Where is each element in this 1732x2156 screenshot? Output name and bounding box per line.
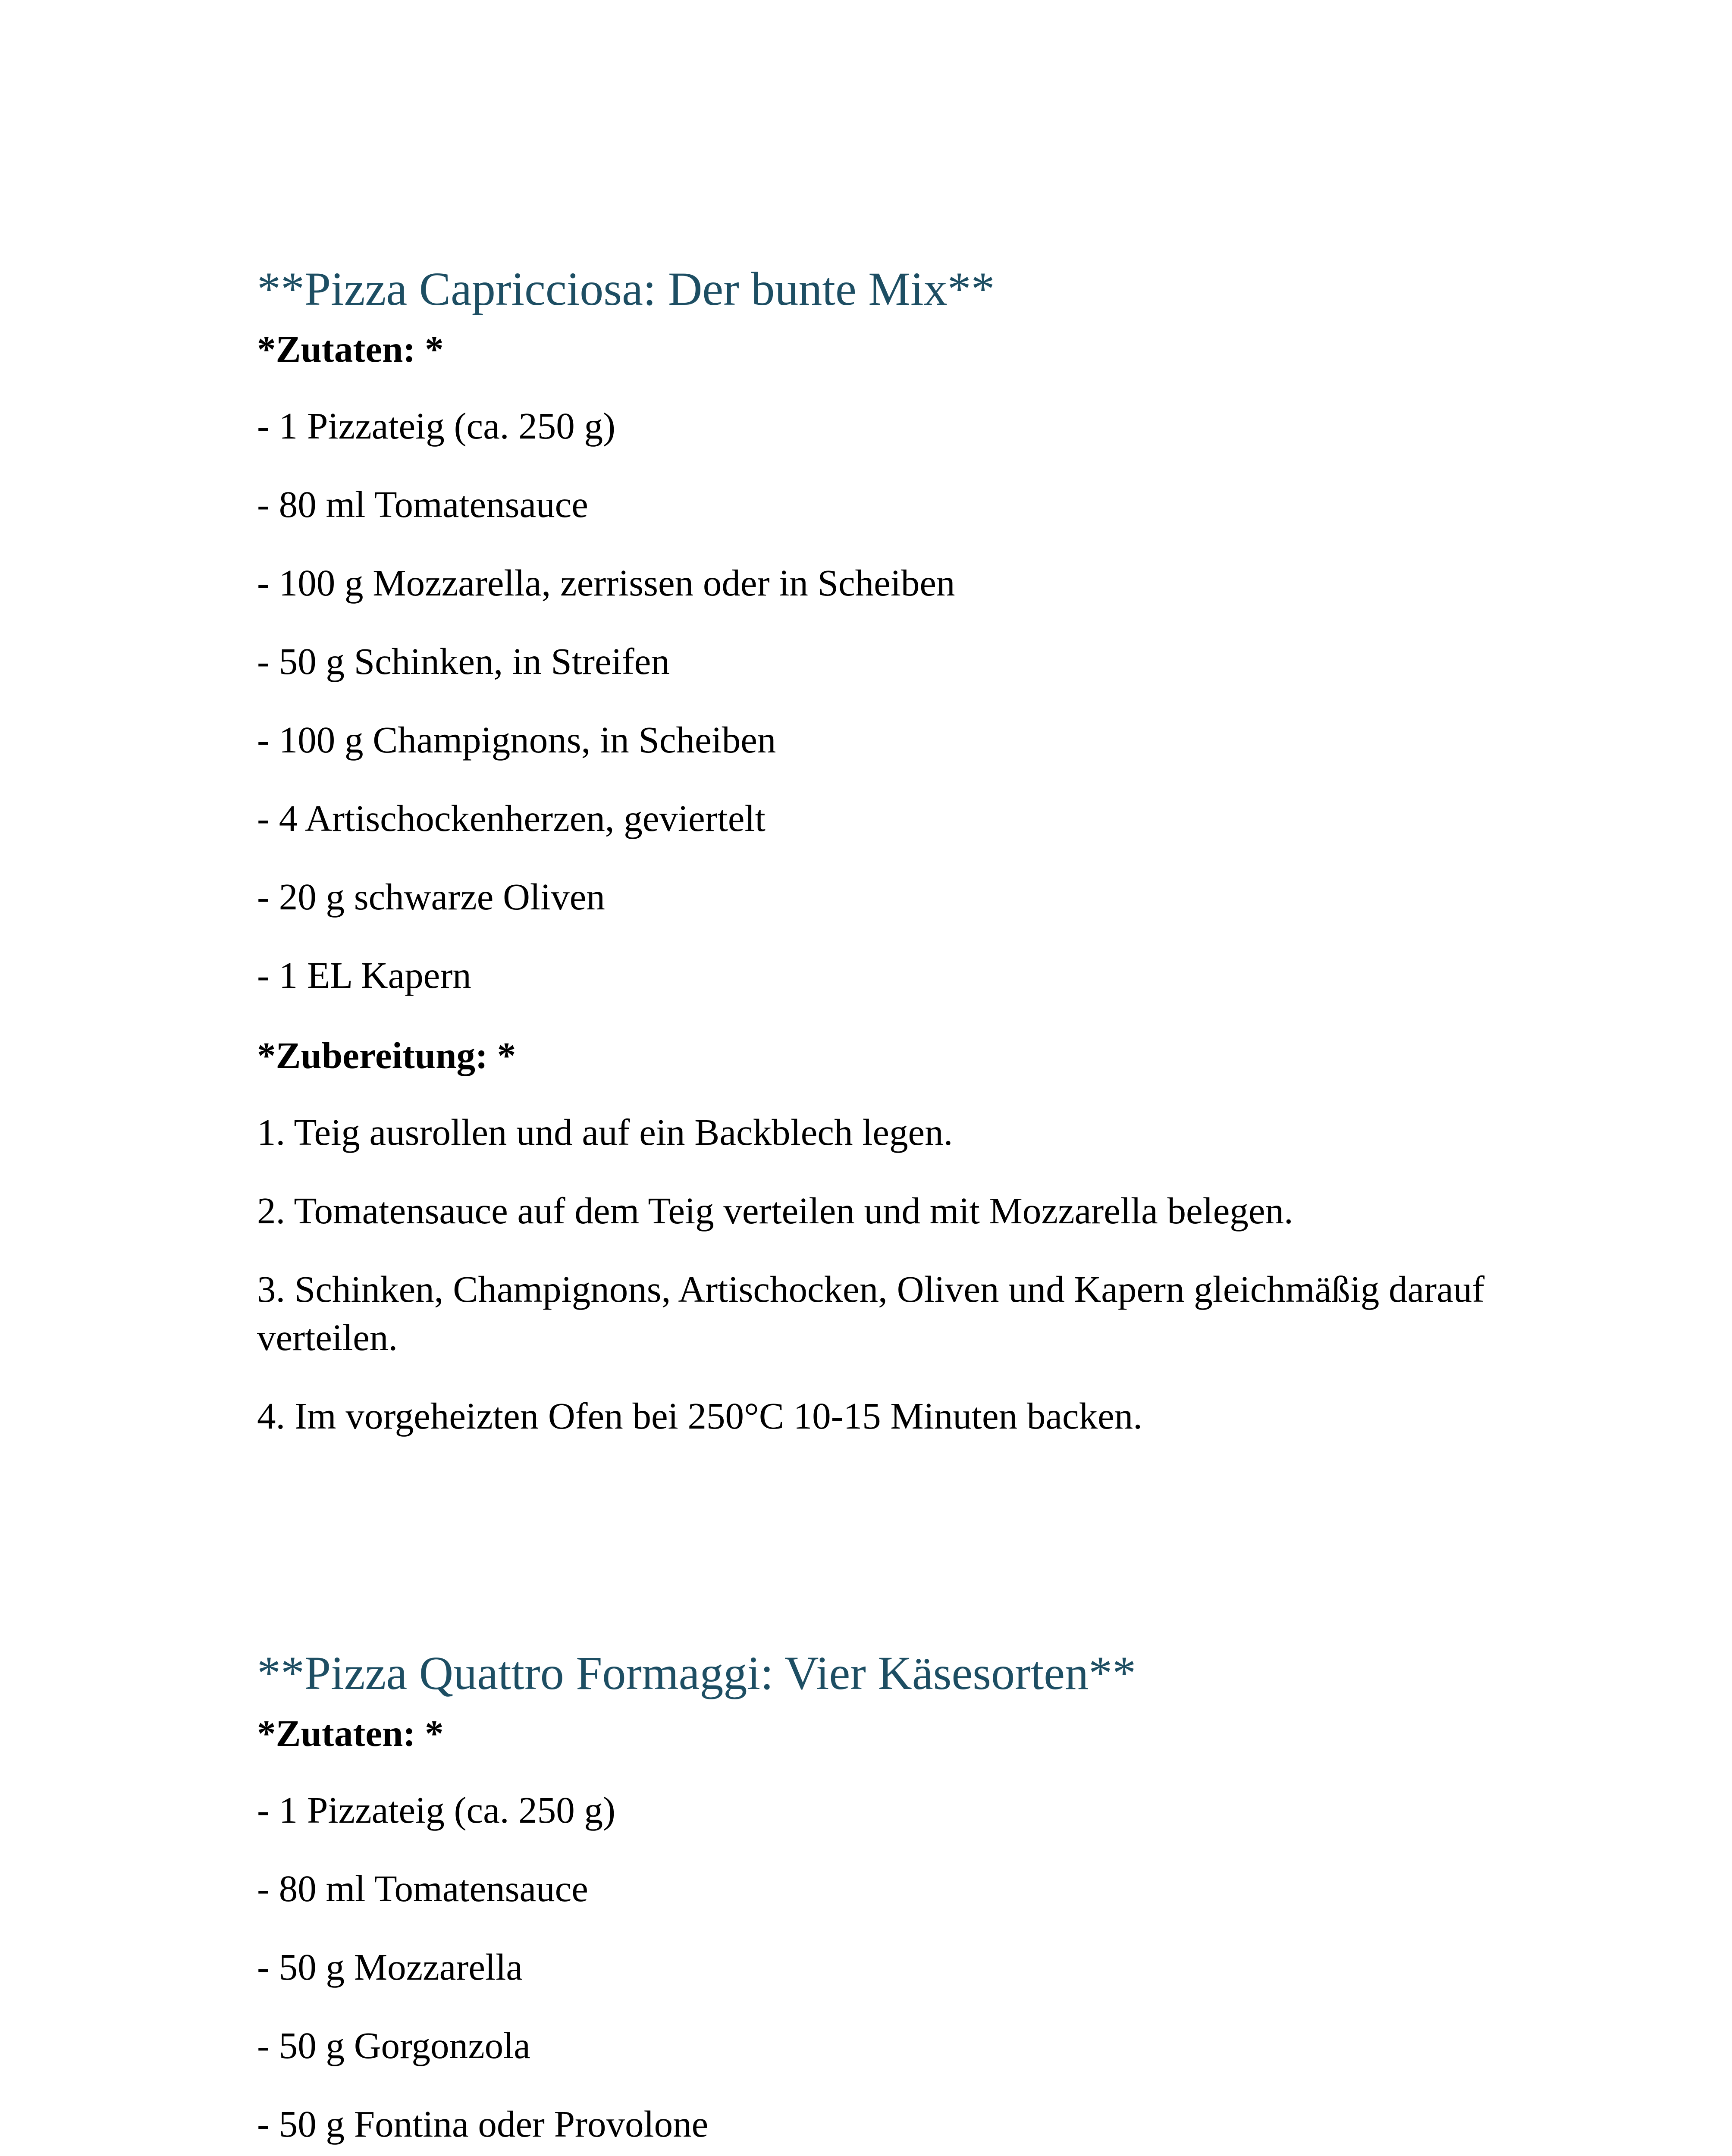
ingredients-list (257, 1786, 1508, 2156)
ingredient-item: - 80 ml Tomatensauce (257, 483, 588, 525)
recipe-quattro-formaggi (257, 1639, 1508, 2156)
ingredient-item: - 50 g Schinken, in Streifen (257, 640, 670, 682)
ingredient-item: - 4 Artischockenherzen, geviertelt (257, 797, 766, 839)
preparation-label: *Zubereitung: * (257, 1034, 516, 1076)
ingredient-item: - 80 ml Tomatensauce (257, 1868, 588, 1909)
preparation-step: 2. Tomatensauce auf dem Teig verteilen und mit Mozzarella belegen. (257, 1190, 1293, 1232)
preparation-steps (257, 1108, 1508, 1470)
ingredient-item: - 1 Pizzateig (ca. 250 g) (257, 1789, 616, 1831)
ingredients-label: *Zutaten: * (257, 1712, 444, 1754)
ingredients-list (257, 402, 1508, 1030)
preparation-step: 4. Im vorgeheizten Ofen bei 250°C 10-15 Minuten backen. (257, 1395, 1142, 1437)
ingredient-item: - 50 g Gorgonzola (257, 2024, 530, 2066)
ingredient-item: - 1 Pizzateig (ca. 250 g) (257, 405, 616, 447)
ingredient-item: - 20 g schwarze Oliven (257, 876, 605, 918)
preparation-step: 1. Teig ausrollen und auf ein Backblech legen. (257, 1111, 953, 1153)
ingredient-item: - 100 g Champignons, in Scheiben (257, 719, 776, 761)
recipe-capricciosa (257, 254, 1508, 1470)
ingredient-item: - 50 g Mozzarella (257, 1946, 523, 1988)
recipe-title: **Pizza Capricciosa: Der bunte Mix** (257, 263, 995, 315)
ingredients-label: *Zutaten: * (257, 328, 444, 370)
recipe-title: **Pizza Quattro Formaggi: Vier Käsesorten** (257, 1647, 1136, 1699)
ingredient-item: - 100 g Mozzarella, zerrissen oder in Scheiben (257, 562, 955, 604)
ingredient-item: - 50 g Fontina oder Provolone (257, 2103, 709, 2145)
preparation-step: 3. Schinken, Champignons, Artischocken, Oliven und Kapern gleichmäßig darauf verteilen. (257, 1268, 1485, 1358)
ingredient-item: - 1 EL Kapern (257, 954, 471, 996)
